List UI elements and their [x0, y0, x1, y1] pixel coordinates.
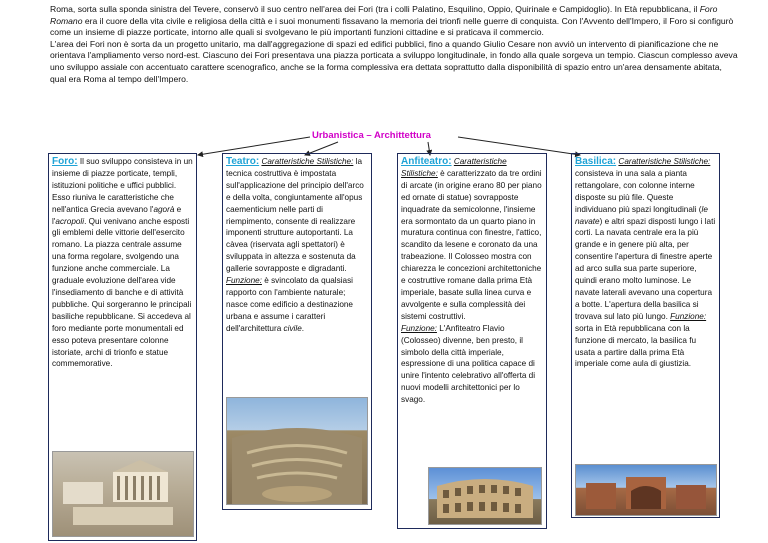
colosseum-illustration: [429, 468, 541, 524]
theatre-illustration: [227, 398, 367, 504]
intro-paragraph-1: Roma, sorta sulla sponda sinistra del Tevere, conservò il suo centro nell'area dei Fori (tra i colli Palatino, Esquilino, Oppio, Quirinale e Campidoglio). In Età repubblicana, il Foro Romano era il cuore della vita civile e religiosa della città e i suoi monumenti fissavano la memoria dei trionfi nelle guerre di conquista. Con l'Avvento dell'Impero, il Foro si configurò come un insieme di piazze porticate, intorno alle quali si svolgevano le più importanti funzioni cittadine e si praticava il commercio.: [50, 4, 734, 38]
basilica-heading: Basilica:: [575, 156, 617, 167]
intro-paragraph-2: L'area dei Fori non è sorta da un progetto unitario, ma dall'aggregazione di spazi ed edifici pubblici, fino a quando Giulio Cesare non avviò un intervento di pianificazione che ne orientava l'ampliamento verso nord-est. Ciascuno dei Fori presentava una piazza porticata a sviluppo longitudinale, in fondo alla quale sorgeva un tempio. Ciascun complesso aveva uno sviluppo assiale con accentuato carattere scenografico, anche se la forma complessiva era dettata soprattutto dalla disponibilità di spazio entro un'area densamente abitata, qual era Roma al tempo dell'Impero.: [50, 38, 738, 84]
roman-theatre-image: [226, 397, 368, 505]
anfiteatro-heading: Anfiteatro:: [401, 156, 452, 167]
diagram-title: Urbanistica – Archittettura: [312, 130, 431, 141]
card-teatro: Teatro: Caratteristiche Stilistiche: la tecnica costruttiva è impostata sull'applicazione del principio dell'arco e della volta, congiuntamente all'opus caementicium nelle parti di riempimento, consente di realizzare imponenti strutture autoportanti. La càvea (riservata agli spettatori) è sviluppata in altezza e sostenuta da gallerie sovrapposte e digradanti. Funzione: è svincolato da qualsiasi rapporto con l'ambiente naturale; nasce come edificio a destinazione urbana e assume i caratteri dell'architettura civile.: [222, 153, 372, 510]
colosseum-image: [428, 467, 542, 525]
card-foro: Foro: Il suo sviluppo consisteva in un insieme di piazze porticate, templi, istituzioni politiche e uffici pubblici. Esso riuniva le caratteristiche che nell'antica Grecia avevano l'agorà e l'acropoli. Qui venivano anche esposti gli emblemi delle vittorie dell'esercito romano. La piazza centrale assume una forma regolare, svolgendo una funzione anche commerciale. La graduale evoluzione dell'area vide l'insediamento di banche e di attività pubbliche. Qui sorgeranno le principali basiliche repubblicane. Si accedeva al foro mediante porte monumentali ed esso poteva presentare colonne istoriate, archi di trionfo e statue commemorative.: [48, 153, 197, 541]
forum-illustration: [53, 452, 193, 536]
teatro-heading: Teatro:: [226, 156, 260, 167]
foro-romano-term: Foro Romano: [50, 4, 718, 26]
basilica-illustration: [576, 465, 716, 515]
forum-reconstruction-image: [52, 451, 194, 537]
intro-text: [50, 4, 740, 85]
card-anfiteatro: Anfiteatro: Caratteristiche Stilistiche: è caratterizzato da tre ordini di arcate (in origine erano 80 per piano ed ornate di statue) sovrapposte inquadrate da semicolonne, l'insieme era sormontato da un quarto piano in muratura continua con finestre, l'attico, scandito da lesene e coronato da una trabeazione. Il Colosseo mostra con chiarezza le concezioni architettoniche e costruttive romane dalla prima Età imperiale, basate sulla linea curva e avvolgente e sulla complessità dei sistemi costruttivi. Funzione: L'Anfiteatro Flavio (Colosseo) divenne, ben presto, il simbolo della città imperiale, espressione di una politica capace di unire l'intento celebrativo all'offerta di nuovi modelli architettonici per lo svago.: [397, 153, 547, 529]
card-basilica: Basilica: Caratteristiche Stilistiche: consisteva in una sala a pianta rettangolare, con colonne interne disposte su più file. Queste individuano più spazi longitudinali (le navate) e altri spazi disposti lungo i lati corti. La navata centrale era la più grande e in genere più alta, per consentire l'apertura di finestre aperte ad arco sulla sua parte superiore, quindi erano molto luminose. Le navate laterali avevano una copertura a botte. L'apertura della basilica si trovava sul lato più lungo. Funzione: sorta in Età repubblicana con la funzione di mercato, la basilica fu usata a partire dalla prima Età imperiale come aula di giustizia.: [571, 153, 720, 518]
basilica-ruins-image: [575, 464, 717, 516]
foro-heading: Foro:: [52, 156, 78, 167]
